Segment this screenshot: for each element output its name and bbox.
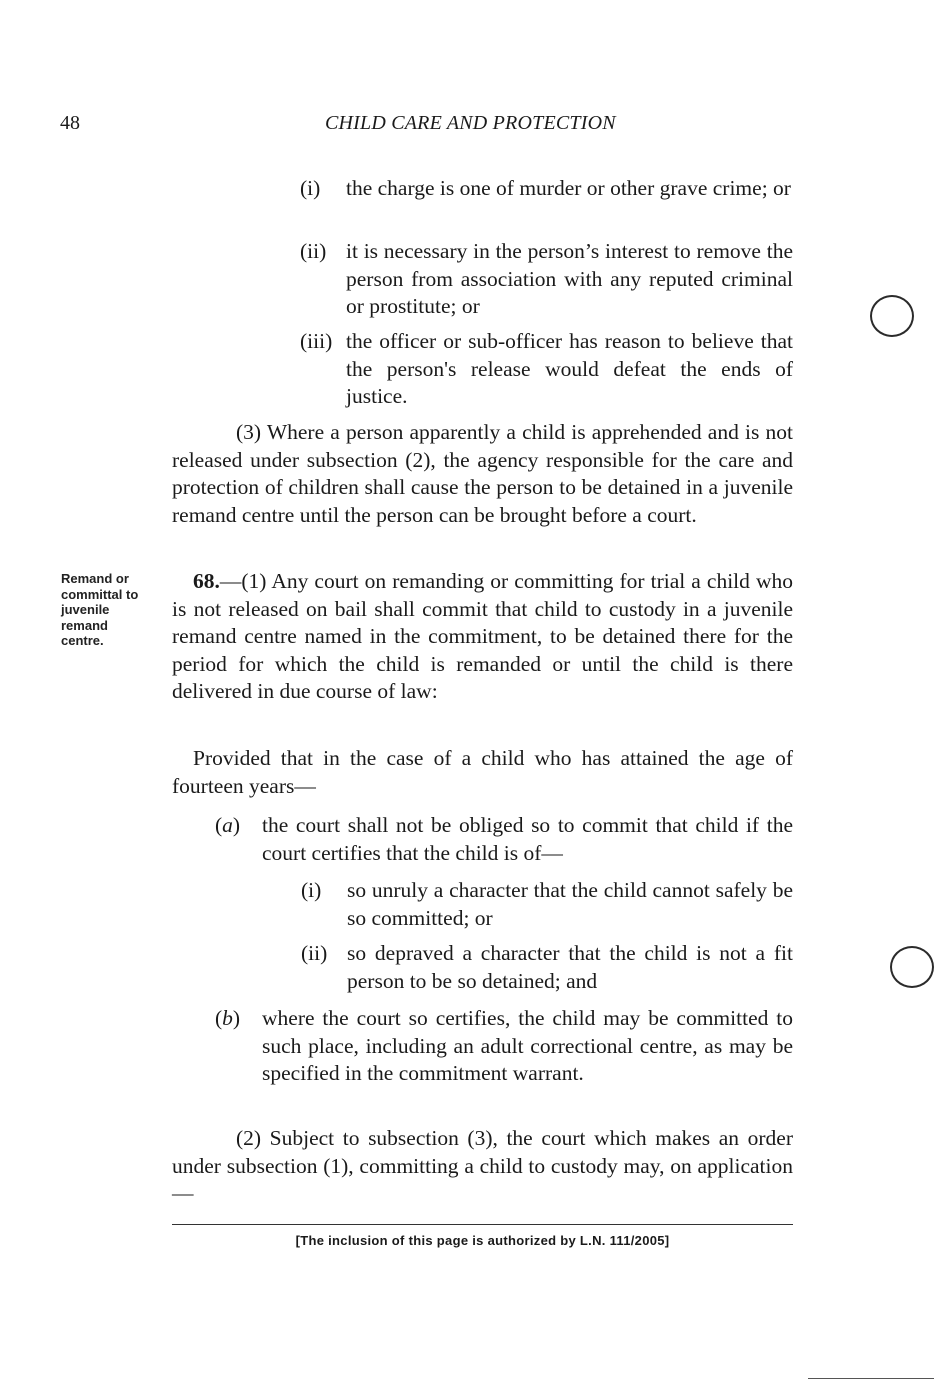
section-68-paragraph	[172, 568, 793, 706]
punch-hole-icon	[890, 946, 934, 988]
margin-note	[61, 571, 151, 649]
sub-list-item	[301, 940, 793, 995]
running-title: CHILD CARE AND PROTECTION	[325, 112, 616, 134]
footer-rule	[172, 1224, 793, 1225]
list-item-text: it is necessary in the person’s interest to remove the person from association with any reputed criminal or prostitute; or	[346, 239, 793, 318]
list-item-b	[215, 1005, 793, 1088]
section-68-text: —(1) Any court on remanding or committing for trial a child who is not released on bail shall commit that child to custody in a juvenile remand centre named in the commitment, to be detained there for the period for which the child is remanded or until the child is there delivered in due course of law:	[172, 569, 793, 703]
punch-hole-icon	[870, 295, 914, 337]
list-item-label: (a)	[215, 813, 241, 837]
section-number: 68.	[193, 569, 220, 593]
scan-edge-line	[808, 1378, 934, 1379]
list-item	[300, 175, 793, 203]
list-item-label: (iii)	[300, 329, 333, 353]
margin-note-line: remand	[61, 617, 108, 633]
margin-note-line: committal to	[61, 586, 139, 602]
list-item-text: the charge is one of murder or other grave crime; or	[346, 176, 791, 200]
paragraph-subsection-3: (3) Where a person apparently a child is apprehended and is not released under subsection (2), the agency responsible for the care and protection of children shall cause the person to be detained in a juvenile remand centre until the person can be brought before a court.	[172, 420, 793, 527]
list-item	[300, 328, 793, 411]
proviso-paragraph: Provided that in the case of a child who has attained the age of fourteen years—	[172, 746, 793, 798]
margin-note-line: juvenile	[61, 602, 110, 617]
page-number: 48	[60, 112, 80, 134]
list-item-text: so unruly a character that the child cannot safely be so committed; or	[347, 878, 793, 930]
list-item-text: where the court so certifies, the child may be committed to such place, including an adult correctional centre, as may be specified in the commitment warrant.	[262, 1006, 793, 1085]
list-item-label: (i)	[300, 176, 321, 200]
list-item-text: so depraved a character that the child is not a fit person to be so detained; and	[347, 941, 793, 993]
list-item-text: the court shall not be obliged so to commit that child if the court certifies that the child is of—	[262, 813, 793, 865]
margin-note-line: Remand or	[61, 571, 129, 586]
paragraph-subsection-2: (2) Subject to subsection (3), the court which makes an order under subsection (1), committing a child to custody may, on application—	[172, 1126, 793, 1205]
list-item-label: (ii)	[300, 239, 327, 263]
list-item-text: the officer or sub-officer has reason to believe that the person's release would defeat the ends of justice.	[346, 329, 793, 408]
list-item-label: (i)	[301, 878, 322, 902]
list-item-label: (b)	[215, 1006, 241, 1030]
margin-note-line: centre.	[61, 633, 104, 648]
footer-note: [The inclusion of this page is authorized by L.N. 111/2005]	[295, 1233, 670, 1248]
list-item-label: (ii)	[301, 941, 328, 965]
list-item-a	[215, 812, 793, 867]
list-item	[300, 238, 793, 321]
sub-list-item	[301, 877, 793, 932]
